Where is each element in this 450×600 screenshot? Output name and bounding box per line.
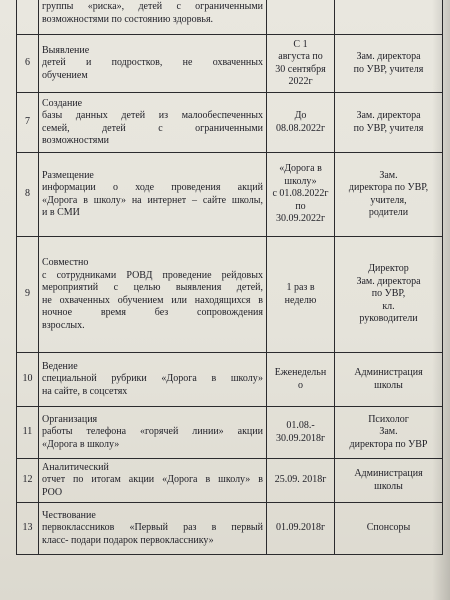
- table-row: [17, 35, 443, 93]
- text-line: первоклассников «Первый раз в первый: [42, 522, 263, 534]
- responsible-cell: [335, 0, 443, 35]
- text-line: не охваченных обучением или находящихся в: [42, 294, 263, 306]
- text-line: ночное время без сопровождения: [42, 307, 263, 318]
- text-line: Организация: [42, 413, 98, 425]
- text-line: по: [295, 200, 306, 212]
- activity-cell: [39, 93, 267, 153]
- text-line: родители: [368, 207, 409, 218]
- text-line: 25.09. 2018г: [274, 474, 327, 486]
- text-line: 30 сентября: [275, 63, 326, 75]
- text-line: семей, детей с ограниченными: [42, 122, 263, 134]
- table-row: [17, 353, 443, 407]
- responsible-cell: [335, 35, 443, 93]
- text-line: учителя,: [370, 194, 407, 206]
- text-line: Еженедельн: [274, 367, 327, 378]
- text-line: Размещение: [42, 169, 94, 181]
- date-cell: [267, 93, 335, 153]
- text-line: Совместно: [42, 257, 89, 268]
- activity-cell: [39, 407, 267, 459]
- text-line: Выявление: [42, 44, 90, 56]
- text-line: и в СМИ: [42, 207, 80, 218]
- text-line: кл.: [382, 300, 395, 312]
- responsible-cell: [335, 93, 443, 153]
- activity-cell: [39, 459, 267, 503]
- text-line: информации о ходе проведения акций: [42, 182, 263, 193]
- text-line: Чествование: [42, 509, 96, 521]
- row-number: 13: [17, 503, 39, 555]
- text-line: 1 раз в: [286, 282, 315, 293]
- text-line: базы данных детей из малообеспеченных: [42, 110, 263, 121]
- text-line: по УВР,: [371, 288, 406, 300]
- text-line: Ведение: [42, 360, 78, 372]
- table-row: [17, 0, 443, 35]
- text-line: Администрация: [354, 468, 423, 479]
- text-line: Зам. директора: [356, 275, 421, 287]
- text-line: с 01.08.2022г: [272, 188, 329, 200]
- text-line: на сайте, в соцсетях: [42, 385, 128, 397]
- text-line: с сотрудниками РОВД проведение рейдовых: [42, 269, 263, 281]
- activity-cell: [39, 503, 267, 555]
- row-number: 8: [17, 153, 39, 237]
- row-number: 7: [17, 93, 39, 153]
- text-line: Зам.: [379, 169, 398, 181]
- text-line: о: [298, 379, 303, 391]
- row-number: 10: [17, 353, 39, 407]
- text-line: обучением: [42, 69, 88, 81]
- text-line: отчет по итогам акции «Дорога в школу» в: [42, 474, 263, 486]
- events-table: [16, 0, 443, 555]
- text-line: 30.09.2022г: [275, 213, 326, 225]
- activity-cell: [39, 0, 267, 35]
- activity-cell: [39, 353, 267, 407]
- text-line: До: [294, 110, 307, 121]
- text-line: по УВР, учителя: [353, 122, 424, 134]
- text-line: Аналитический: [42, 461, 109, 473]
- responsible-cell: [335, 459, 443, 503]
- page-edge-shadow: [432, 0, 450, 600]
- table-row: [17, 503, 443, 555]
- text-line: «Дорога в школу» на интернет – сайте школы,: [42, 194, 263, 206]
- text-line: взрослых.: [42, 319, 85, 331]
- row-number: 12: [17, 459, 39, 503]
- text-line: специальной рубрики «Дорога в школу»: [42, 373, 263, 385]
- date-cell: [267, 237, 335, 353]
- table-row: [17, 237, 443, 353]
- text-line: С 1: [293, 38, 308, 50]
- text-line: руководители: [359, 313, 418, 325]
- date-cell: [267, 503, 335, 555]
- text-line: РОО: [42, 486, 63, 498]
- text-line: Создание: [42, 97, 83, 109]
- text-line: Зам. директора: [356, 51, 421, 62]
- text-line: августа по: [278, 51, 323, 62]
- text-line: работы телефона «горячей линии» акции: [42, 426, 263, 438]
- row-number: 11: [17, 407, 39, 459]
- text-line: детей и подростков, не охваченных: [42, 57, 263, 69]
- text-line: школы: [374, 480, 403, 492]
- text-line: школы: [374, 379, 403, 391]
- text-line: Спонсоры: [366, 522, 411, 534]
- text-line: класс- подари подарок первокласснику»: [42, 534, 214, 546]
- table-row: [17, 93, 443, 153]
- date-cell: [267, 407, 335, 459]
- date-cell: [267, 153, 335, 237]
- responsible-cell: [335, 503, 443, 555]
- row-number: 6: [17, 35, 39, 93]
- text-line: Администрация: [354, 367, 423, 378]
- row-number: 9: [17, 237, 39, 353]
- text-line: группы «риска», детей с ограниченными: [42, 1, 263, 12]
- text-line: Психолог: [368, 413, 409, 425]
- responsible-cell: [335, 353, 443, 407]
- text-line: 08.08.2022г: [275, 122, 326, 134]
- text-line: неделю: [284, 294, 317, 306]
- text-line: возможностями по состоянию здоровья.: [42, 13, 214, 25]
- activity-cell: [39, 153, 267, 237]
- text-line: «Дорога в: [279, 163, 322, 175]
- text-line: Зам. директора: [356, 110, 421, 121]
- text-line: Зам.: [379, 426, 398, 438]
- table-row: [17, 153, 443, 237]
- text-line: директора по УВР: [349, 438, 428, 450]
- text-line: возможностями: [42, 135, 110, 146]
- date-cell: [267, 0, 335, 35]
- activity-cell: [39, 237, 267, 353]
- table-row: [17, 407, 443, 459]
- text-line: Директор: [368, 263, 409, 275]
- text-line: по УВР, учителя: [353, 63, 424, 75]
- text-line: 2022г: [288, 76, 313, 87]
- text-line: 01.09.2018г: [275, 522, 326, 534]
- text-line: директора по УВР,: [348, 182, 429, 193]
- responsible-cell: [335, 407, 443, 459]
- row-number: [17, 0, 39, 35]
- text-line: 30.09.2018г: [275, 432, 326, 444]
- responsible-cell: [335, 153, 443, 237]
- activity-cell: [39, 35, 267, 93]
- date-cell: [267, 353, 335, 407]
- date-cell: [267, 459, 335, 503]
- responsible-cell: [335, 237, 443, 353]
- text-line: «Дорога в школу»: [42, 438, 120, 450]
- text-line: 01.08.-: [286, 420, 315, 431]
- text-line: мероприятий с целью выявления детей,: [42, 282, 263, 293]
- text-line: школу»: [284, 175, 317, 187]
- date-cell: [267, 35, 335, 93]
- table-row: [17, 459, 443, 503]
